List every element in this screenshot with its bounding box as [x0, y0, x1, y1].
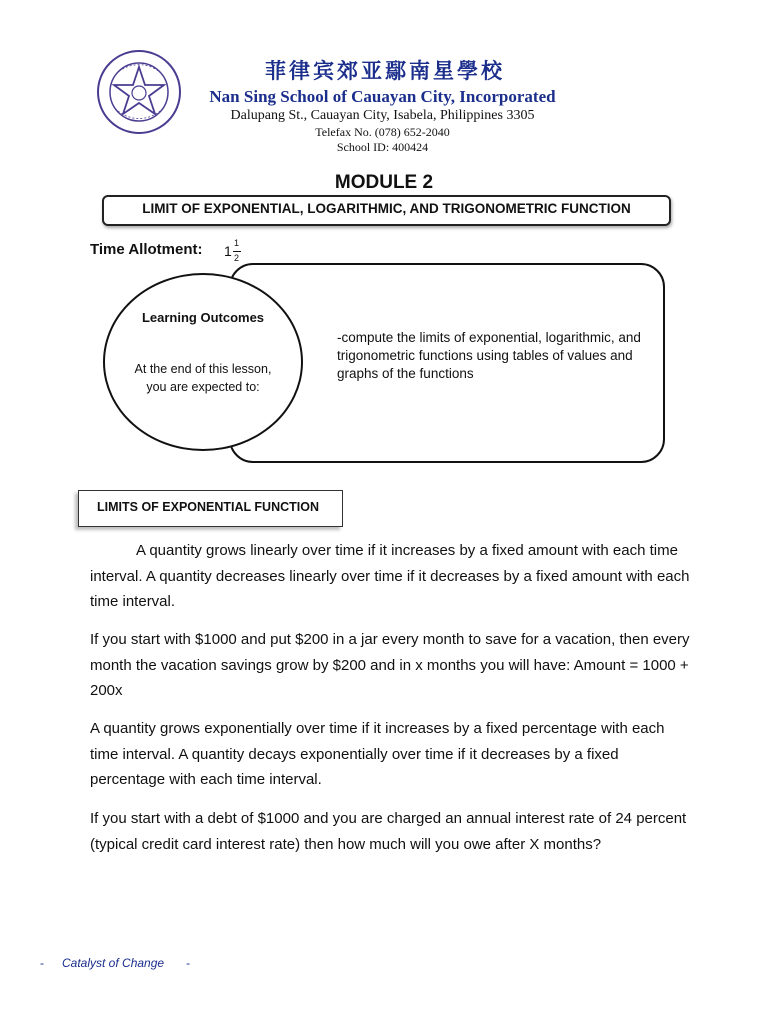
- footer-dash-right: -: [186, 956, 191, 970]
- module-subtitle: LIMIT OF EXPONENTIAL, LOGARITHMIC, AND TRIGONOMETRIC FUNCTION: [102, 195, 671, 226]
- paragraph-3: A quantity grows exponentially over time if it increases by a fixed percentage with each time interval. A quantity decays exponentially over time if it decreases by a fixed percentage with each time interval.: [90, 720, 665, 788]
- time-allotment-whole: 1: [224, 243, 232, 259]
- learning-outcomes-title: Learning Outcomes: [141, 310, 265, 325]
- school-logo: [96, 49, 182, 135]
- learning-outcomes-subtitle: At the end of this lesson, you are expected to:: [134, 362, 272, 394]
- school-telefax: Telefax No. (078) 652-2040: [315, 125, 450, 139]
- fraction-bar: [233, 251, 241, 252]
- time-allotment-numerator: 1: [234, 238, 240, 248]
- footer-dash-left: -: [40, 956, 44, 970]
- school-id: School ID: 400424: [336, 140, 429, 154]
- time-allotment-denominator: 2: [234, 253, 240, 263]
- paragraph-1: A quantity grows linearly over time if it increases by a fixed amount with each time interval. A quantity decreases linearly over time if it decreases by a fixed amount with each time interval.: [90, 542, 690, 610]
- school-address: Dalupang St., Cauayan City, Isabela, Philippines 3305: [230, 108, 535, 123]
- paragraph-2: If you start with $1000 and put $200 in a jar every month to save for a vacation, then every month the vacation savings grow by $200 and in x months you will have: Amount = 1000 + 200x: [90, 631, 690, 699]
- module-title: MODULE 2: [334, 172, 434, 193]
- paragraph-4: If you start with a debt of $1000 and you are charged an annual interest rate of 24 percent (typical credit card interest rate) then how much will you owe after X months?: [90, 810, 687, 853]
- footer-motto: Catalyst of Change: [62, 956, 165, 970]
- learning-outcome-text: -compute the limits of exponential, logarithmic, and trigonometric functions using tables of values and graphs of the functions: [337, 330, 641, 381]
- school-chinese-name: 菲律宾郊亚鄢南星學校: [265, 59, 505, 83]
- footer: [40, 956, 190, 970]
- time-allotment-label: Time Allotment:: [90, 241, 203, 258]
- section-header: LIMITS OF EXPONENTIAL FUNCTION: [78, 490, 343, 527]
- school-name: Nan Sing School of Cauayan City, Incorporated: [209, 87, 556, 106]
